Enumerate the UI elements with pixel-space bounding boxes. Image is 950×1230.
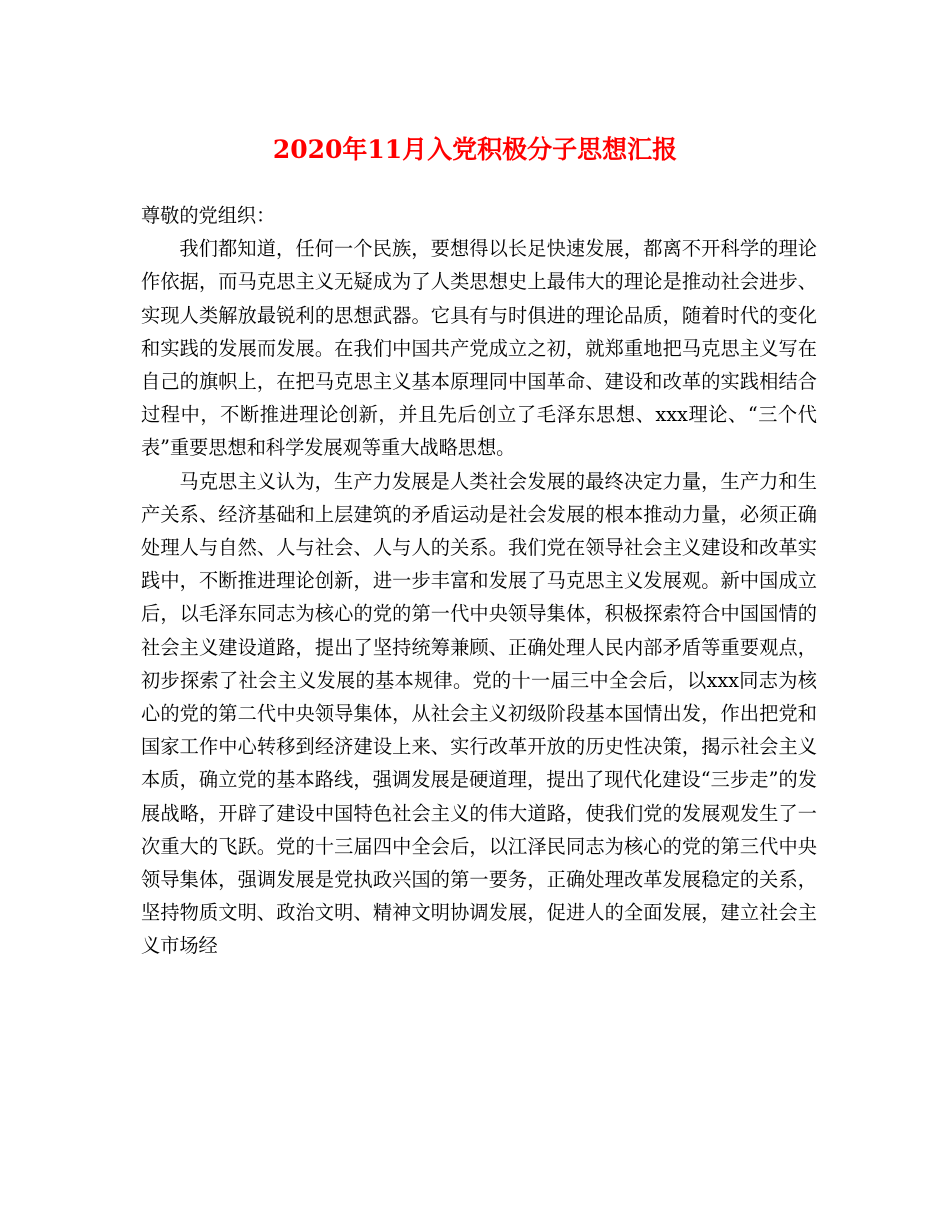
document-body (141, 199, 817, 963)
paragraph-1: 我们都知道，任何一个民族，要想得以长足快速发展，都离不开科学的理论作依据，而马克思主义无疑成为了人类思想史上最伟大的理论是推动社会进步、实现人类解放最锐利的思想武器。它具有与时俱进的理论品质，随着时代的变化和实践的发展而发展。在我们中国共产党成立之初，就郑重地把马克思主义写在自己的旗帜上，在把马克思主义基本原理同中国革命、建设和改革的实践相结合过程中，不断推进理论创新，并且先后创立了毛泽东思想、xxx理论、“三个代表”重要思想和科学发展观等重大战略思想。 (141, 237, 817, 460)
paragraph-2: 马克思主义认为，生产力发展是人类社会发展的最终决定力量，生产力和生产关系、经济基础和上层建筑的矛盾运动是社会发展的根本推动力量，必须正确处理人与自然、人与社会、人与人的关系。我们党在领导社会主义建设和改革实践中，不断推进理论创新，进一步丰富和发展了马克思主义发展观。新中国成立后，以毛泽东同志为核心的党的第一代中央领导集体，积极探索符合中国国情的社会主义建设道路，提出了坚持统筹兼顾、正确处理人民内部矛盾等重要观点，初步探索了社会主义发展的基本规律。党的十一届三中全会后，以xxx同志为核心的党的第二代中央领导集体，从社会主义初级阶段基本国情出发，作出把党和国家工作中心转移到经济建设上来、实行改革开放的历史性决策，揭示社会主义本质，确立党的基本路线，强调发展是硬道理，提出了现代化建设“三步走”的发展战略，开辟了建设中国特色社会主义的伟大道路，使我们党的发展观发生了一次重大的飞跃。党的十三届四中全会后，以江泽民同志为核心的党的第三代中央领导集体，强调发展是党执政兴国的第一要务，正确处理改革发展稳定的关系，坚持物质文明、政治文明、精神文明协调发展，促进人的全面发展，建立社会主义市场经 (141, 469, 817, 958)
salutation: 尊敬的党组织： (141, 204, 276, 227)
document-title: 2020年11月入党积极分子思想汇报 (272, 135, 678, 164)
